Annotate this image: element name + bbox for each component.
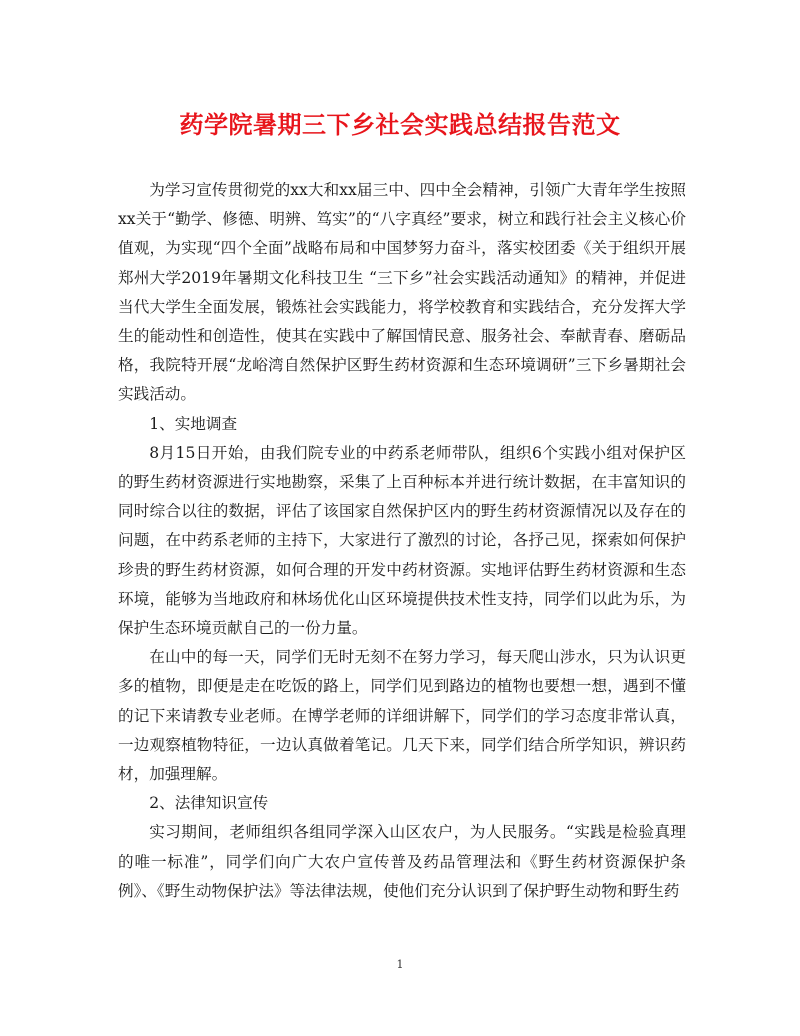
legal-publicity-paragraph: 实习期间，老师组织各组同学深入山区农户，为人民服务。“实践是检验真理的唯一标准”，同学们向广大农户宣传普及药品管理法和《野生药材资源保护条例》、《野生动物保护法》等法律法规，使他们充分认识到了保护野生动物和野生药 [118,823,686,900]
document-title: 药学院暑期三下乡社会实践总结报告范文 [179,110,621,139]
section-heading-field-survey: 1、实地调查 [149,414,238,433]
page-number: 1 [396,958,404,971]
section-heading-legal-publicity: 2、法律知识宣传 [149,794,269,813]
document-body [118,176,686,906]
intro-paragraph: 为学习宣传贯彻党的xx大和xx届三中、四中全会精神，引领广大青年学生按照xx关于“勤学、修德、明辨、笃实”的“八字真经”要求，树立和践行社会主义核心价值观，为实现“四个全面”战略布局和中国梦努力奋斗，落实校团委《关于组织开展郑州大学2019年暑期文化科技卫生 “三下乡”社会实践活动通知》的精神，并促进当代大学生全面发展，锻炼社会实践能力，将学校教育和实践结合，充分发挥大学生的能动性和创造性，使其在实践中了解国情民意、服务社会、奉献青春、磨砺品格，我院特开展“龙峪湾自然保护区野生药材资源和生态环境调研”三下乡暑期社会实践活动。 [118,181,686,404]
field-survey-paragraph: 8月15日开始，由我们院专业的中药系老师带队，组织6个实践小组对保护区的野生药材资源进行实地勘察，采集了上百种标本并进行统计数据，在丰富知识的同时综合以往的数据，评估了该国家自然保护区内的野生药材资源情况以及存在的问题，在中药系老师的主持下，大家进行了激烈的讨论，各抒己见，探索如何保护珍贵的野生药材资源，如何合理的开发中药材资源。实地评估野生药材资源和生态环境，能够为当地政府和林场优化山区环境提供技术性支持，同学们以此为乐，为保护生态环境贡献自己的一份力量。 [118,443,686,638]
mountain-study-paragraph: 在山中的每一天，同学们无时无刻不在努力学习，每天爬山涉水，只为认识更多的植物，即便是走在吃饭的路上，同学们见到路边的植物也要想一想，遇到不懂的记下来请教专业老师。在博学老师的详细讲解下，同学们的学习态度非常认真，一边观察植物特征，一边认真做着笔记。几天下来，同学们结合所学知识，辨识药材，加强理解。 [118,648,686,784]
